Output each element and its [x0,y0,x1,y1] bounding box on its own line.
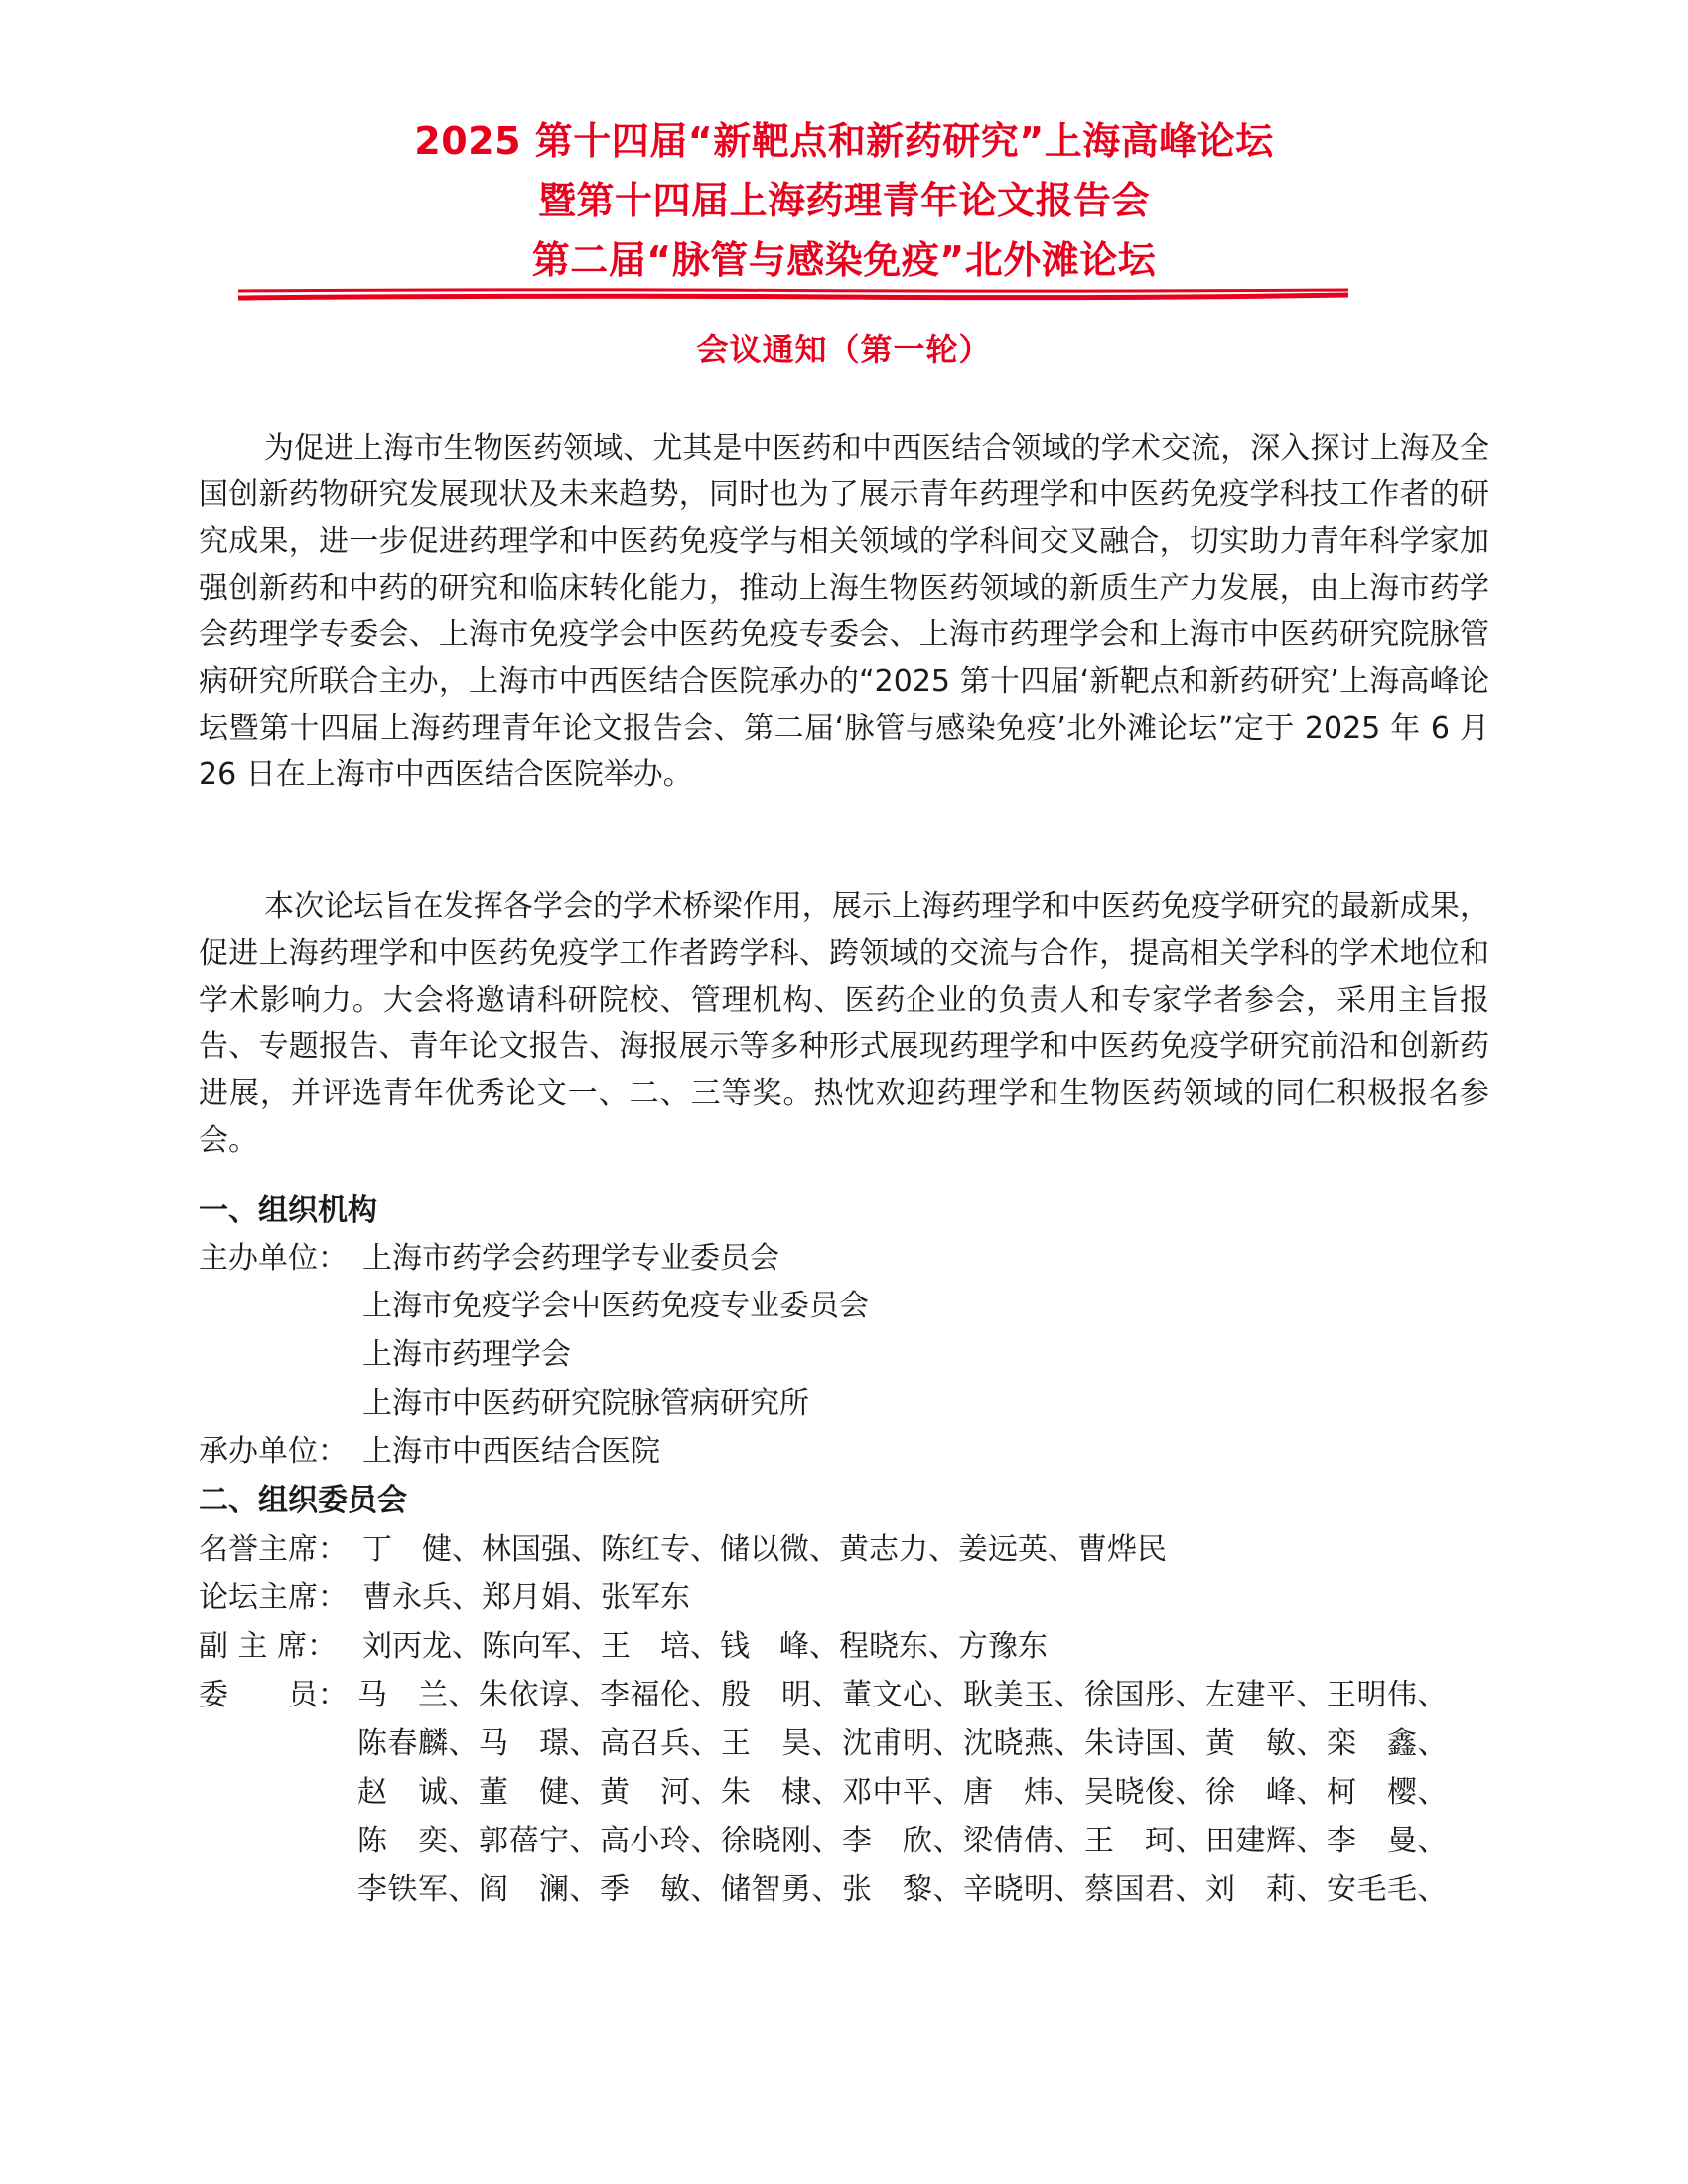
members-line: 赵 诚、董 健、黄 河、朱 棣、邓中平、唐 炜、吴晓俊、徐 峰、柯 樱、 [357,1775,1448,1810]
members-row [199,1672,362,1719]
section-heading-organization: 一、组织机构 [199,1193,377,1228]
section-heading-committee: 二、组织委员会 [199,1483,407,1518]
organizer-item: 上海市免疫学会中医药免疫专业委员会 [362,1289,869,1323]
organizer-row [199,1235,779,1283]
members-label: 委 员： [199,1678,348,1712]
host-label: 承办单位： [199,1434,348,1469]
notice-title: 会议通知（第一轮） [696,331,992,368]
host-name: 上海市中西医结合医院 [362,1434,660,1469]
forum-chairs-names: 曹永兵、郑月娟、张军东 [362,1580,690,1615]
vice-chairs-label: 副 主 席： [199,1629,338,1664]
members-line: 陈 奕、郭蓓宁、高小玲、徐晓刚、李 欣、梁倩倩、王 珂、田建辉、李 曼、 [357,1824,1448,1858]
intro-paragraph: 为促进上海市生物医药领域、尤其是中医药和中西医结合领域的学术交流，深入探讨上海及全国创新药物研究发展现状及未来趋势，同时也为了展示青年药理学和中医药免疫学科技工作者的研究成果，进一步促进药理学和中医药免疫学与相关领域的学科间交叉融合，切实助力青年科学家加强创新药和中药的研究和临床转化能力，推动上海生物医药领域的新质生产力发展，由上海市药学会药理学专委会、上海市免疫学会中医药免疫专委会、上海市药理学会和上海市中医药研究院脉管病研究所联合主办，上海市中西医结合医院承办的“2025 第十四届‘新靶点和新药研究’上海高峰论坛暨第十四届上海药理青年论文报告会、第二届‘脉管与感染免疫’北外滩论坛”定于 2025 年 6 月 26 日在上海市中西医结合医院举办。 [199,431,1489,792]
conference-title-line-1: 2025 第十四届“新靶点和新药研究”上海高峰论坛 [414,119,1274,163]
honorary-chairs-names: 丁 健、林国强、陈红专、储以微、黄志力、姜远英、曹烨民 [362,1532,1167,1567]
organizer-label: 主办单位： [199,1241,348,1276]
honorary-chairs-label: 名誉主席： [199,1532,348,1567]
vice-chairs-row [199,1623,1048,1671]
conference-title-block [0,111,1688,290]
members-line: 陈春麟、马 璟、高召兵、王 昊、沈甫明、沈晓燕、朱诗国、黄 敏、栾 鑫、 [357,1726,1448,1761]
purpose-paragraph: 本次论坛旨在发挥各学会的学术桥梁作用，展示上海药理学和中医药免疫学研究的最新成果，促进上海药理学和中医药免疫学工作者跨学科、跨领域的交流与合作，提高相关学科的学术地位和学术影响力。大会将邀请科研院校、管理机构、医药企业的负责人和专家学者参会，采用主旨报告、专题报告、青年论文报告、海报展示等多种形式展现药理学和中医药免疫学研究前沿和创新药进展，并评选青年优秀论文一、二、三等奖。热忱欢迎药理学和生物医药领域的同仁积极报名参会。 [199,889,1489,1158]
organizer-item: 上海市药学会药理学专业委员会 [362,1241,779,1276]
conference-title-line-3: 第二届“脉管与感染免疫”北外滩论坛 [531,238,1157,282]
host-row [199,1429,660,1476]
red-double-rule [236,288,1350,304]
members-line: 马 兰、朱依谆、李福伦、殷 明、董文心、耿美玉、徐国彤、左建平、王明伟、 [357,1678,1448,1712]
forum-chairs-row [199,1574,690,1622]
organizer-item: 上海市中医药研究院脉管病研究所 [362,1386,809,1421]
members-line: 李铁军、阎 澜、季 敏、储智勇、张 黎、辛晓明、蔡国君、刘 莉、安毛毛、 [357,1872,1448,1907]
honorary-chairs-row [199,1526,1167,1573]
vice-chairs-names: 刘丙龙、陈向军、王 培、钱 峰、程晓东、方豫东 [362,1629,1048,1664]
forum-chairs-label: 论坛主席： [199,1580,348,1615]
conference-title-line-2: 暨第十四届上海药理青年论文报告会 [537,179,1150,222]
organizer-item: 上海市药理学会 [362,1337,571,1372]
